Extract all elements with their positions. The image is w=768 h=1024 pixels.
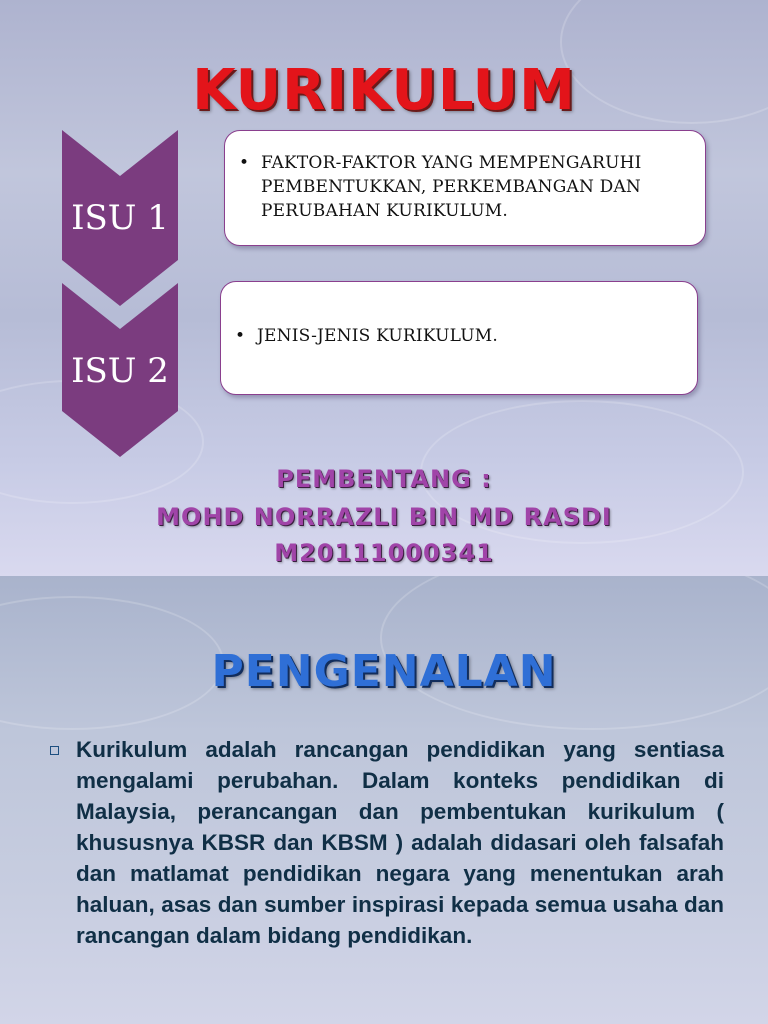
intro-paragraph: Kurikulum adalah rancangan pendidikan yang sentiasa mengalami perubahan. Dalam konteks pendidikan di Malaysia, perancangan dan pembentukan kurikulum ( khususnya KBSR dan KBSM ) adalah didasari oleh falsafah dan matlamat pendidikan negara yang menentukan arah haluan, asas dan sumber inspirasi kepada semua usaha dan rancangan dalam bidang pendidikan.	[76, 737, 724, 948]
issue-2-label: ISU 2	[71, 351, 169, 391]
issue-1-text: FAKTOR-FAKTOR YANG MEMPENGARUHI PEMBENTUKKAN, PERKEMBANGAN DAN PERUBAHAN KURIKULUM.	[261, 153, 642, 221]
issue-1-chevron	[62, 130, 178, 306]
presenter-id: M20111000341	[274, 539, 494, 567]
slide-2	[0, 576, 768, 1024]
issue-2-chevron	[62, 283, 178, 457]
issue-2-box	[220, 281, 698, 395]
slide-1-title: KURIKULUM	[192, 58, 576, 123]
slide-2-title: PENGENALAN	[211, 646, 557, 697]
bullet-dot-icon: •	[235, 326, 246, 346]
bullet-dot-icon: •	[239, 153, 250, 173]
issue-1-bullet	[239, 151, 705, 223]
presenter-heading: PEMBENTANG :	[276, 465, 492, 493]
issue-1-box	[224, 130, 706, 246]
square-bullet-icon	[50, 746, 59, 755]
presenter-name: MOHD NORRAZLI BIN MD RASDI	[156, 503, 612, 531]
issue-1-label: ISU 1	[71, 198, 169, 238]
issue-2-bullet	[235, 324, 697, 348]
issue-2-text: JENIS-JENIS KURIKULUM.	[257, 326, 498, 346]
